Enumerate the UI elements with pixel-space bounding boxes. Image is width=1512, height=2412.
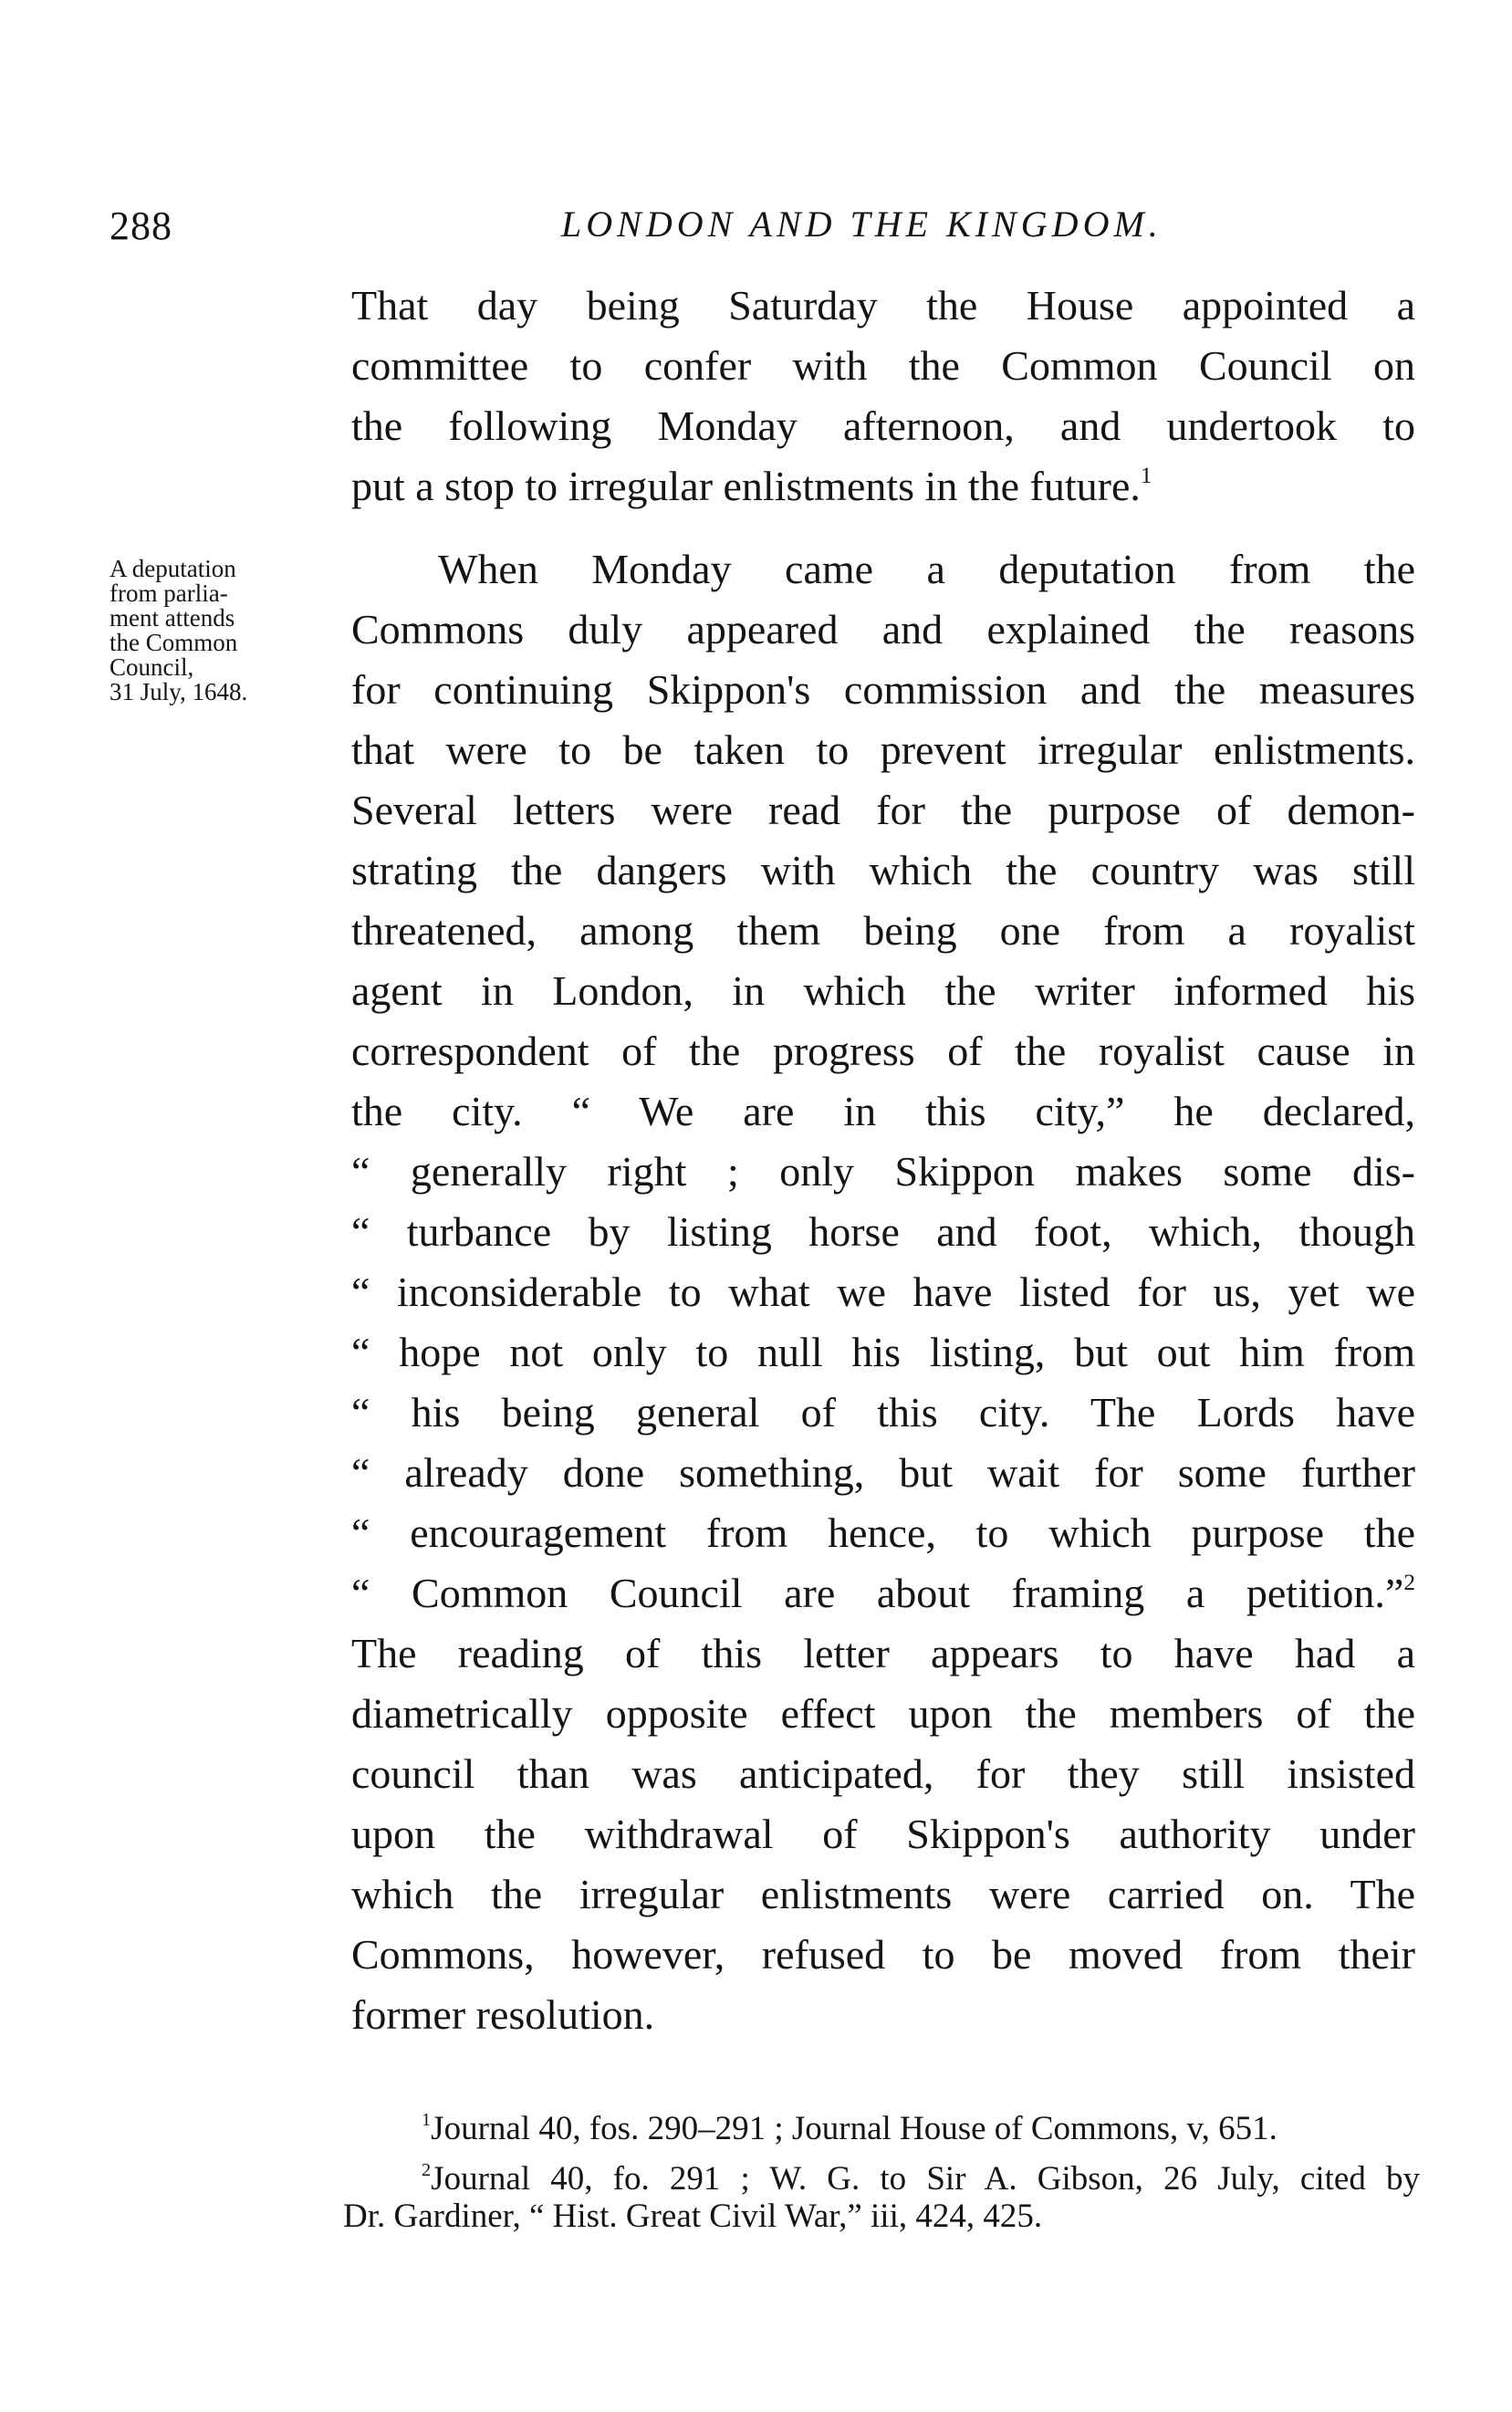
page-number: 288 <box>109 204 172 248</box>
margin-note-line: the Common <box>109 629 238 656</box>
margin-note-line: from parlia- <box>109 580 228 607</box>
body-line <box>351 1564 1415 1623</box>
body-line: former resolution. <box>351 1991 655 2038</box>
body-line: correspondent of the progress of the royalist cause in <box>351 1028 1415 1074</box>
body-line: “ hope not only to null his listing, but out him from <box>351 1329 1415 1375</box>
body-line: the city. “ We are in this city,” he declared, <box>351 1088 1415 1134</box>
body-line: that were to be taken to prevent irregular enlistments. <box>351 726 1415 773</box>
body-line-text: “ Common Council are about framing a petition.” <box>351 1570 1404 1616</box>
running-title: LONDON AND THE KINGDOM. <box>561 204 1163 245</box>
body-line: “ encouragement from hence, to which purpose the <box>351 1509 1415 1556</box>
margin-note-line: A deputation <box>109 555 236 582</box>
margin-note-line: 31 July, 1648. <box>109 678 248 705</box>
body-line: “ inconsiderable to what we have listed for us, yet we <box>351 1269 1415 1315</box>
body-line: Commons, however, refused to be moved from their <box>351 1931 1415 1978</box>
footnote-1-text: Journal 40, fos. 290–291 ; Journal House of Commons, v, 651. <box>431 2110 1277 2147</box>
body-line: upon the withdrawal of Skippon's authority under <box>351 1811 1415 1857</box>
footnote-1-marker: 1 <box>422 2109 432 2130</box>
body-line: council than was anticipated, for they still insisted <box>351 1750 1415 1797</box>
body-line: strating the dangers with which the country was still <box>351 847 1415 893</box>
body-line: The reading of this letter appears to have had a <box>351 1630 1415 1676</box>
body-line: the following Monday afternoon, and undertook to <box>351 402 1415 449</box>
body-line: Commons duly appeared and explained the reasons <box>351 606 1415 653</box>
body-line: That day being Saturday the House appointed a <box>351 282 1415 329</box>
body-line: diametrically opposite effect upon the members of the <box>351 1690 1415 1737</box>
footnote-1 <box>422 2108 1420 2150</box>
body-line: threatened, among them being one from a royalist <box>351 907 1415 954</box>
body-line: agent in London, in which the writer informed his <box>351 967 1415 1014</box>
body-line: Several letters were read for the purpose of demon- <box>351 787 1415 833</box>
body-line: committee to confer with the Common Council on <box>351 342 1415 389</box>
body-line-text: put a stop to irregular enlistments in the future. <box>351 463 1141 509</box>
footnote-2-marker: 2 <box>422 2159 432 2180</box>
margin-note-line: Council, <box>109 653 194 681</box>
body-line <box>351 457 1415 516</box>
body-line: for continuing Skippon's commission and the measures <box>351 666 1415 713</box>
body-line: When Monday came a deputation from the <box>438 546 1415 592</box>
body-line: “ already done something, but wait for some further <box>351 1449 1415 1496</box>
footnote-ref-1: 1 <box>1140 463 1152 489</box>
footnote-ref-2: 2 <box>1403 1570 1415 1596</box>
body-line: “ generally right ; only Skippon makes some dis- <box>351 1148 1415 1195</box>
margin-note-line: ment attends <box>109 604 235 632</box>
body-line: which the irregular enlistments were carried on. The <box>351 1871 1415 1917</box>
footnote-2-continued: Dr. Gardiner, “ Hist. Great Civil War,” iii, 424, 425. <box>343 2198 1043 2235</box>
body-line: “ his being general of this city. The Lords have <box>351 1389 1415 1436</box>
footnote-2-text: Journal 40, fo. 291 ; W. G. to Sir A. Gibson, 26 July, cited by <box>431 2160 1420 2198</box>
margin-note <box>109 557 247 705</box>
body-line: “ turbance by listing horse and foot, which, though <box>351 1208 1415 1255</box>
footnote-2 <box>422 2158 1420 2200</box>
